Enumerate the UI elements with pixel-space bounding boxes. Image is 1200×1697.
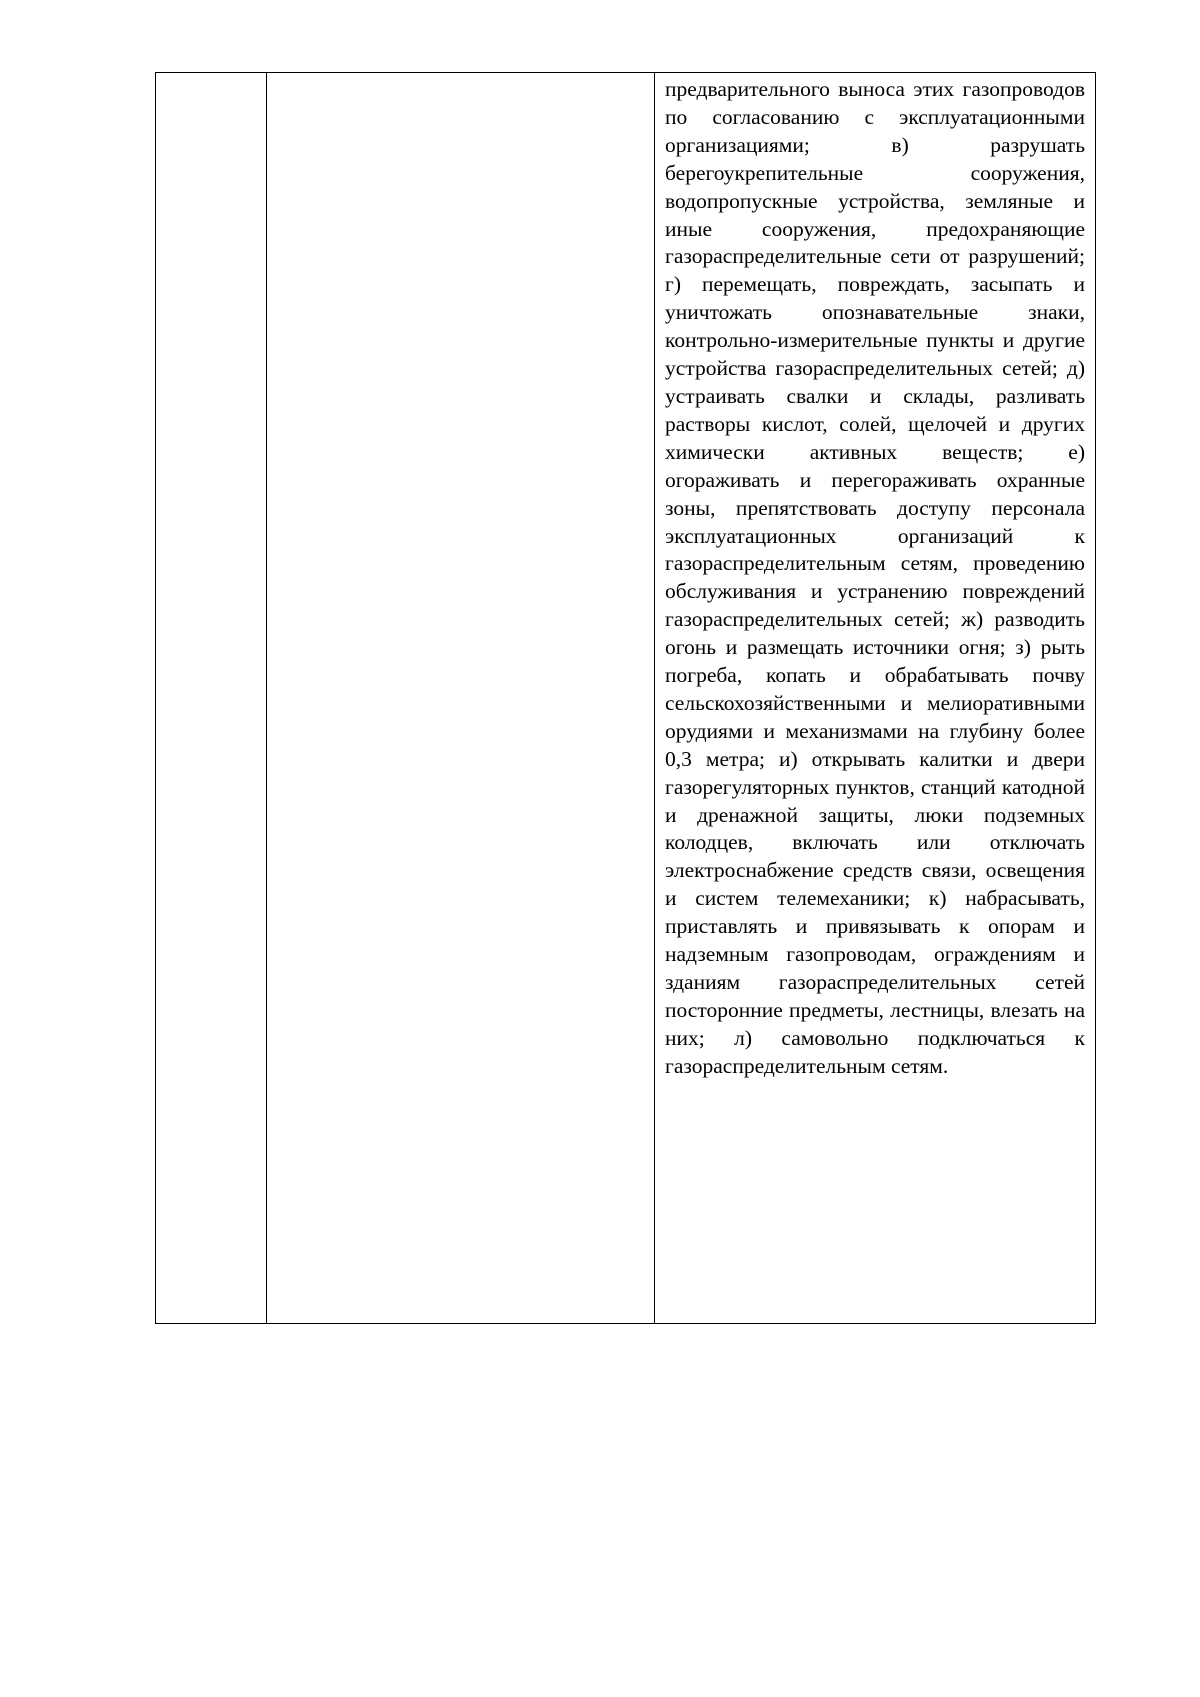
table-cell-number [156,73,267,1324]
table-cell-requirements [655,73,1096,1324]
table-cell-middle [267,73,655,1324]
cell-text: предварительного выноса этих газопроводов по согласованию с эксплуатационными организациями; в) разрушать берегоукрепительные сооружения, водопропускные устройства, земляные и иные сооружения, предохраняющие газораспределительные сети от разрушений; г) перемещать, повреждать, засыпать и уничтожать опознавательные знаки, контрольно-измерительные пункты и другие устройства газораспределительных сетей; д) устраивать свалки и склады, разливать растворы кислот, солей, щелочей и других химически активных веществ; е) огораживать и перегораживать охранные зоны, препятствовать доступу персонала эксплуатационных организаций к газораспределительным сетям, проведению обслуживания и устранению повреждений газораспределительных сетей; ж) разводить огонь и размещать источники огня; з) рыть погреба, копать и обрабатывать почву сельскохозяйственными и мелиоративными орудиями и механизмами на глубину более 0,3 метра; и) открывать калитки и двери газорегуляторных пунктов, станций катодной и дренажной защиты, люки подземных колодцев, включать или отключать электроснабжение средств связи, освещения и систем телемеханики; к) набрасывать, приставлять и привязывать к опорам и надземным газопроводам, ограждениям и зданиям газораспределительных сетей посторонние предметы, лестницы, влезать на них; л) самовольно подключаться к газораспределительным сетям. [665,77,1085,1078]
document-table [155,72,1096,1324]
table-row [156,73,1096,1324]
